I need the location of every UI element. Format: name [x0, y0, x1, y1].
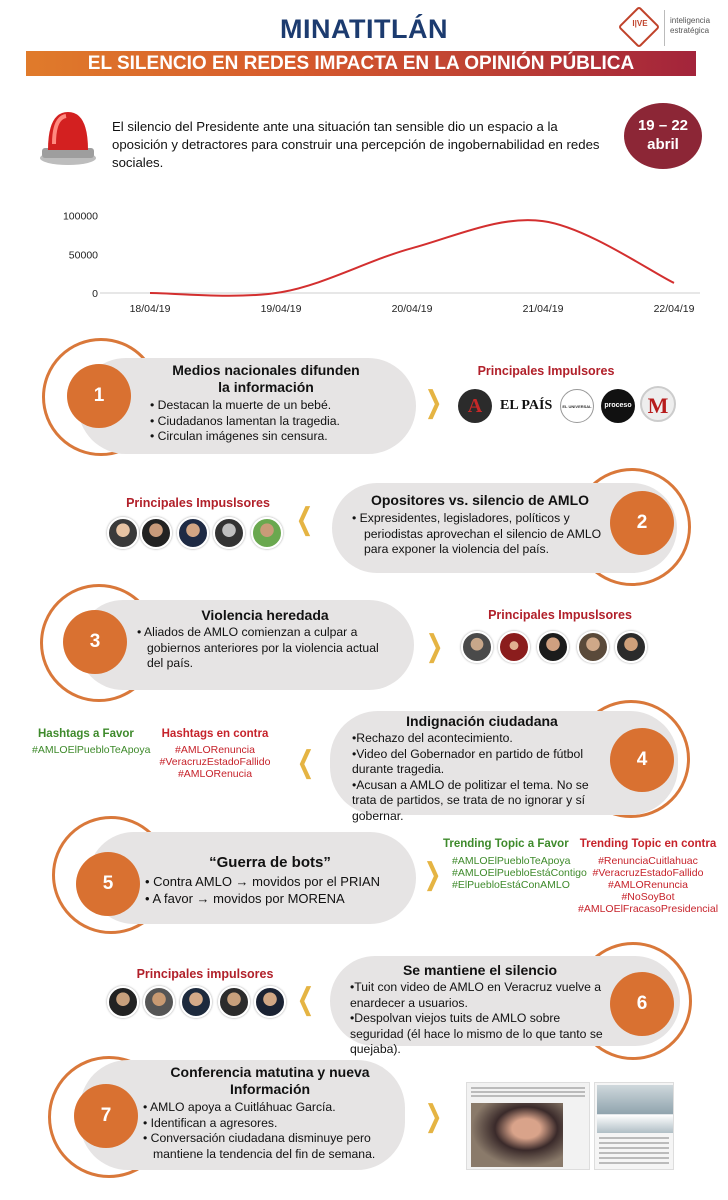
- section-1-impulsores-title: Principales Impulsores: [477, 364, 615, 378]
- section-1-title-line2: la información: [218, 379, 314, 395]
- x-tick-label: 22/04/19: [653, 303, 695, 315]
- avatar: [461, 631, 493, 663]
- avatar: [107, 986, 139, 1018]
- trending-contra-item: #AMLOElFracasoPresidencial: [578, 903, 719, 915]
- section-1-bullets: [150, 398, 400, 445]
- trending-favor-title: Trending Topic a Favor: [443, 838, 569, 850]
- bullet-text: AMLO apoya a Cuitláhuac García.: [149, 1100, 336, 1114]
- media-logo-aristegui: A: [458, 389, 492, 423]
- media-logo-eluniversal: [560, 389, 594, 423]
- section-5-bullets: [145, 873, 405, 907]
- avatar: [251, 517, 283, 549]
- section-4-bullets: [352, 731, 614, 824]
- logo-text: [670, 16, 710, 36]
- news-text-lines: [599, 1137, 669, 1167]
- avatar: [218, 986, 250, 1018]
- bullet-text: Circulan imágenes sin censura.: [157, 429, 328, 443]
- section-6-impulsores-title: Principales impulsores: [136, 967, 274, 981]
- chevron-right-icon: ❯: [425, 630, 444, 663]
- section-4-title: Indignación ciudadana: [406, 713, 558, 729]
- section-7-title-line2: Información: [229, 1081, 311, 1097]
- section-3-bullets: • Aliados de AMLO comienzan a culpar a gobiernos anteriores por la violencia actual del país.: [137, 625, 379, 670]
- chevron-right-icon: ❯: [424, 386, 443, 419]
- avatar: [180, 986, 212, 1018]
- y-tick-label: 50000: [68, 249, 98, 262]
- bullet-text: Conversación ciudadana disminuye pero mantiene la tendencia del fin de semana.: [150, 1131, 376, 1161]
- section-1-bullet-2: • Ciudadanos lamentan la tragedia.: [150, 413, 340, 428]
- chevron-left-icon: ❮: [295, 503, 314, 536]
- section-7-bullet-3: • Conversación ciudadana disminuye pero mantiene la tendencia del fin de semana.: [143, 1131, 376, 1161]
- trending-contra-item: #VeracruzEstadoFallido: [592, 867, 704, 879]
- section-3-number: 3: [63, 610, 127, 674]
- section-1-number: 1: [67, 364, 131, 428]
- page-title: MINATITLÁN: [280, 14, 448, 44]
- avatar: [107, 517, 139, 549]
- section-7-number: 7: [74, 1084, 138, 1148]
- trending-favor-item: #ElPuebloEstáConAMLO: [452, 879, 570, 891]
- logo-label: EL UNIVERSAL: [562, 404, 592, 409]
- media-logo-milenio: M: [640, 386, 676, 422]
- bullet-text: Destacan la muerte de un bebé.: [157, 398, 332, 412]
- avatar: [143, 986, 175, 1018]
- section-5-bullet-1: • Contra AMLO → movidos por el PRIAN: [145, 874, 381, 889]
- logo-text-line1: inteligencia: [670, 16, 711, 25]
- section-4-bullet-2: •Video del Gobernador en partido de fútbol durante tragedia.: [352, 746, 584, 776]
- trending-contra-item: #NoSoyBot: [621, 891, 675, 903]
- section-2-title: Opositores vs. silencio de AMLO: [370, 492, 590, 508]
- section-1-bullet-1: • Destacan la muerte de un bebé.: [150, 398, 332, 412]
- y-tick-label: 0: [92, 288, 98, 300]
- trending-contra-item: #AMLORenuncia: [608, 879, 688, 891]
- chevron-right-icon: ❯: [423, 858, 442, 891]
- date-month: abril: [647, 136, 679, 153]
- news-screenshot-1: [466, 1082, 590, 1170]
- section-4-bullet-1: •Rechazo del acontecimiento.: [352, 731, 513, 745]
- mentions-line-chart: [40, 200, 710, 330]
- chevron-left-icon: ❮: [296, 983, 315, 1016]
- hashtag-favor: #AMLOElPuebloTeApoya: [32, 744, 151, 756]
- bullet-text: Contra AMLO → movidos por el PRIAN: [153, 874, 381, 889]
- section-3-title: Violencia heredada: [201, 607, 329, 623]
- y-tick-label: 100000: [62, 210, 98, 223]
- y-tick-labels: [63, 211, 98, 300]
- avatar: [213, 517, 245, 549]
- chevron-right-icon: ❯: [424, 1100, 443, 1133]
- avatar: [615, 631, 647, 663]
- section-7-title: [150, 1064, 390, 1098]
- avatar: [254, 986, 286, 1018]
- logo-divider: [664, 10, 665, 46]
- chevron-left-icon: ❮: [296, 746, 315, 779]
- date-range: 19 – 22: [637, 117, 689, 134]
- brand-logo: [624, 10, 724, 48]
- section-4-number: 4: [610, 728, 674, 792]
- section-6-bullet-2: •Despolvan viejos tuits de AMLO sobre seguridad (él hace lo mismo de lo que tanto se quejaba).: [350, 1011, 603, 1056]
- bullet-text: Expresidentes, legisladores, políticos y periodistas aprovechan el silencio de AMLO para exponer la violencia del país.: [359, 511, 602, 556]
- bullet-text: Identifican a agresores.: [150, 1115, 278, 1130]
- subtitle-banner: EL SILENCIO EN REDES IMPACTA EN LA OPINIÓN PÚBLICA: [26, 51, 696, 76]
- x-tick-label: 21/04/19: [522, 303, 564, 315]
- section-5-bullet-2: • A favor → movidos por MORENA: [145, 891, 345, 906]
- news-screenshot-2: [594, 1082, 674, 1170]
- avatar: [140, 517, 172, 549]
- avatar: [577, 631, 609, 663]
- trending-favor-list: [452, 855, 587, 891]
- bullet-text: A favor → movidos por MORENA: [152, 891, 345, 906]
- media-logo-proceso: proceso: [601, 389, 635, 423]
- logo-letters: I|VE: [632, 19, 648, 28]
- section-1-title-line1: Medios nacionales difunden: [172, 362, 360, 378]
- trending-favor-item: #AMLOElPuebloEstáContigo: [452, 867, 587, 879]
- news-photo: [471, 1103, 563, 1167]
- section-1-title: [140, 362, 392, 396]
- avatar: [537, 631, 569, 663]
- section-6-title: Se mantiene el silencio: [402, 962, 558, 978]
- section-2-number: 2: [610, 491, 674, 555]
- section-5-number: 5: [76, 852, 140, 916]
- section-6-bullet-1: •Tuit con video de AMLO en Veracruz vuelve a enardecer a usuarios.: [350, 980, 602, 1010]
- section-7-bullets: [143, 1100, 401, 1162]
- section-6-number: 6: [610, 972, 674, 1036]
- x-tick-label: 18/04/19: [129, 303, 171, 315]
- trending-contra-title: Trending Topic en contra: [579, 838, 717, 850]
- hashtag-contra: #AMLORenucia: [177, 768, 253, 780]
- intro-text: El silencio del Presidente ante una situación tan sensible dio un espacio a la oposición y detractores para construir una percepción de ingobernabilidad en redes sociales.: [112, 119, 600, 170]
- section-7-bullet-2: • Identifican a agresores.: [143, 1115, 278, 1130]
- trending-contra-item: #RenunciaCuitlahuac: [598, 855, 698, 867]
- section-7-title-line1: Conferencia matutina y nueva: [170, 1064, 370, 1080]
- section-2-impulsores-title: Principales Impuslsores: [126, 496, 270, 510]
- section-5-title: “Guerra de bots”: [209, 854, 331, 871]
- hashtag-contra: #AMLORenuncia: [175, 744, 255, 756]
- hashtags-contra-list: [140, 744, 290, 780]
- hashtags-contra-title: Hashtags en contra: [161, 728, 269, 740]
- avatar: [498, 631, 530, 663]
- avatar: [177, 517, 209, 549]
- x-tick-label: 20/04/19: [391, 303, 433, 315]
- section-7-bullet-1: • AMLO apoya a Cuitláhuac García.: [143, 1100, 336, 1114]
- x-tick-label: 19/04/19: [260, 303, 302, 315]
- news-photo: [597, 1085, 673, 1133]
- section-2-bullets: • Expresidentes, legisladores, políticos y periodistas aprovechan el silencio de AMLO para exponer la violencia del país.: [352, 511, 602, 556]
- section-6-bullets: [350, 980, 612, 1058]
- siren-icon: [38, 104, 98, 166]
- hashtags-favor-title: Hashtags a Favor: [38, 728, 134, 740]
- news-text-lines: [471, 1087, 585, 1099]
- trending-favor-item: #AMLOElPuebloTeApoya: [452, 855, 571, 867]
- bullet-text: Ciudadanos lamentan la tragedia.: [157, 413, 340, 428]
- logo-text-line2: estratégica: [670, 26, 710, 35]
- x-tick-labels: [130, 303, 695, 315]
- section-3-impulsores-title: Principales Impuslsores: [488, 608, 632, 622]
- date-badge: [624, 103, 702, 169]
- bullet-text: Aliados de AMLO comienzan a culpar a gobiernos anteriores por la violencia actual del país.: [143, 625, 379, 670]
- hashtag-contra: #VeracruzEstadoFallido: [159, 756, 271, 768]
- section-1-bullet-3: • Circulan imágenes sin censura.: [150, 429, 328, 443]
- media-logo-elpais: EL PAÍS: [500, 398, 553, 413]
- series-line: [150, 220, 674, 296]
- section-4-bullet-3: •Acusan a AMLO de politizar el tema. No se trata de partidos, se trata de no ignorar y sí gobernar.: [352, 777, 589, 823]
- trending-contra-list: [578, 855, 718, 915]
